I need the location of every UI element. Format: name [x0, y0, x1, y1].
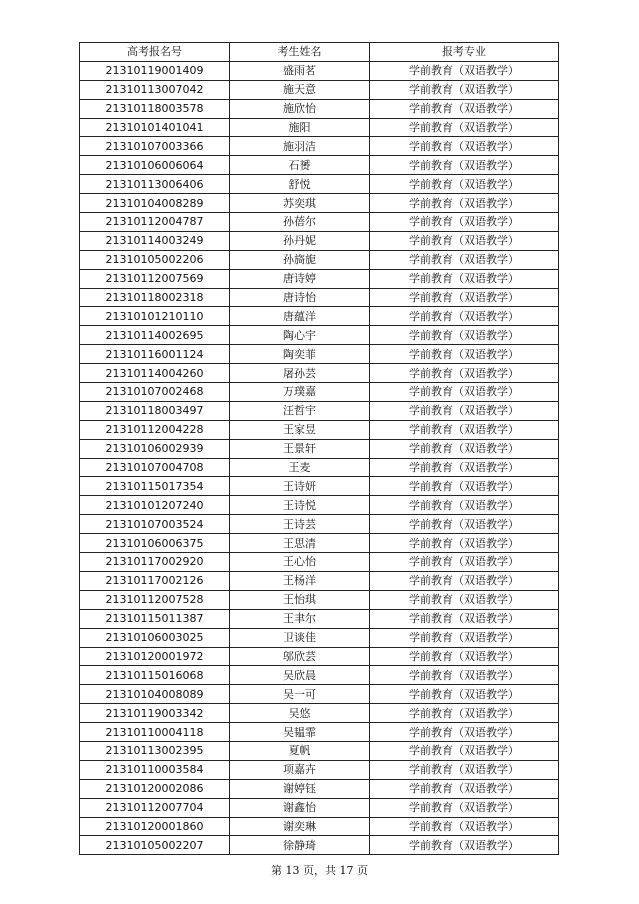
table-row — [80, 515, 559, 534]
registration-number-cell: 21310112004228 — [80, 420, 230, 439]
student-name-cell: 谢奕琳 — [230, 817, 370, 836]
registration-number-cell: 21310105002206 — [80, 250, 230, 269]
table-row — [80, 798, 559, 817]
registration-number-cell: 21310116001124 — [80, 345, 230, 364]
student-name-cell: 唐诗怡 — [230, 288, 370, 307]
student-name-cell: 王诗悦 — [230, 496, 370, 515]
table-row — [80, 609, 559, 628]
table-row — [80, 685, 559, 704]
table-row — [80, 779, 559, 798]
table-header-row — [80, 43, 559, 62]
student-name-cell: 王杨洋 — [230, 571, 370, 590]
registration-number-cell: 21310112004787 — [80, 213, 230, 232]
page-number: 第 13 页，共 17 页 — [271, 864, 368, 877]
registration-number-cell: 21310117002920 — [80, 553, 230, 572]
table-row — [80, 307, 559, 326]
table-row — [80, 61, 559, 80]
major-cell: 学前教育（双语教学） — [370, 156, 559, 175]
table-row — [80, 553, 559, 572]
table-row — [80, 383, 559, 402]
registration-number-cell: 21310118003578 — [80, 99, 230, 118]
student-name-cell: 万璞嘉 — [230, 383, 370, 402]
table-row — [80, 364, 559, 383]
table-row — [80, 496, 559, 515]
student-name-cell: 项嘉卉 — [230, 760, 370, 779]
student-name-cell: 盛雨茗 — [230, 61, 370, 80]
student-name-cell: 卫谈佳 — [230, 628, 370, 647]
major-cell: 学前教育（双语教学） — [370, 817, 559, 836]
table-row — [80, 458, 559, 477]
major-cell: 学前教育（双语教学） — [370, 401, 559, 420]
student-name-cell: 屠孙芸 — [230, 364, 370, 383]
student-name-cell: 唐蕴洋 — [230, 307, 370, 326]
student-name-cell: 吴一可 — [230, 685, 370, 704]
table-row — [80, 137, 559, 156]
table-row — [80, 80, 559, 99]
table-row — [80, 156, 559, 175]
major-cell: 学前教育（双语教学） — [370, 288, 559, 307]
student-name-cell: 施阳 — [230, 118, 370, 137]
column-header-registration-number: 高考报名号 — [80, 43, 230, 62]
table-row — [80, 723, 559, 742]
registration-number-cell: 21310119001409 — [80, 61, 230, 80]
registration-number-cell: 21310106002939 — [80, 439, 230, 458]
student-name-cell: 施天意 — [230, 80, 370, 99]
student-name-cell: 吴韫霏 — [230, 723, 370, 742]
table-row — [80, 118, 559, 137]
registration-number-cell: 21310120001972 — [80, 647, 230, 666]
table-body — [80, 61, 559, 854]
major-cell: 学前教育（双语教学） — [370, 571, 559, 590]
major-cell: 学前教育（双语教学） — [370, 307, 559, 326]
student-name-cell: 吴悠 — [230, 704, 370, 723]
major-cell: 学前教育（双语教学） — [370, 250, 559, 269]
student-name-cell: 徐静琦 — [230, 836, 370, 855]
student-name-cell: 王怡琪 — [230, 590, 370, 609]
major-cell: 学前教育（双语教学） — [370, 779, 559, 798]
table-row — [80, 439, 559, 458]
admission-table — [79, 42, 559, 855]
table-row — [80, 666, 559, 685]
major-cell: 学前教育（双语教学） — [370, 723, 559, 742]
registration-number-cell: 21310106006375 — [80, 534, 230, 553]
table-row — [80, 628, 559, 647]
column-header-student-name: 考生姓名 — [230, 43, 370, 62]
major-cell: 学前教育（双语教学） — [370, 836, 559, 855]
major-cell: 学前教育（双语教学） — [370, 741, 559, 760]
major-cell: 学前教育（双语教学） — [370, 590, 559, 609]
major-cell: 学前教育（双语教学） — [370, 137, 559, 156]
registration-number-cell: 21310107004708 — [80, 458, 230, 477]
registration-number-cell: 21310107002468 — [80, 383, 230, 402]
major-cell: 学前教育（双语教学） — [370, 118, 559, 137]
table-row — [80, 326, 559, 345]
student-name-cell: 王麦 — [230, 458, 370, 477]
registration-number-cell: 21310105002207 — [80, 836, 230, 855]
registration-number-cell: 21310115016068 — [80, 666, 230, 685]
major-cell: 学前教育（双语教学） — [370, 458, 559, 477]
major-cell: 学前教育（双语教学） — [370, 496, 559, 515]
table-row — [80, 836, 559, 855]
registration-number-cell: 21310119003342 — [80, 704, 230, 723]
student-name-cell: 吴欣晨 — [230, 666, 370, 685]
table-row — [80, 477, 559, 496]
student-name-cell: 王诗妍 — [230, 477, 370, 496]
major-cell: 学前教育（双语教学） — [370, 175, 559, 194]
table-row — [80, 534, 559, 553]
registration-number-cell: 21310106003025 — [80, 628, 230, 647]
major-cell: 学前教育（双语教学） — [370, 534, 559, 553]
table-row — [80, 401, 559, 420]
registration-number-cell: 21310104008289 — [80, 194, 230, 213]
student-name-cell: 石赟 — [230, 156, 370, 175]
major-cell: 学前教育（双语教学） — [370, 194, 559, 213]
student-name-cell: 汪哲宇 — [230, 401, 370, 420]
major-cell: 学前教育（双语教学） — [370, 477, 559, 496]
registration-number-cell: 21310117002126 — [80, 571, 230, 590]
student-name-cell: 谢鑫怡 — [230, 798, 370, 817]
student-name-cell: 苏奕琪 — [230, 194, 370, 213]
table-row — [80, 345, 559, 364]
major-cell: 学前教育（双语教学） — [370, 515, 559, 534]
major-cell: 学前教育（双语教学） — [370, 99, 559, 118]
student-name-cell: 王心怡 — [230, 553, 370, 572]
registration-number-cell: 21310101207240 — [80, 496, 230, 515]
table-row — [80, 288, 559, 307]
table-row — [80, 213, 559, 232]
column-header-major: 报考专业 — [370, 43, 559, 62]
table-row — [80, 647, 559, 666]
student-name-cell: 夏帆 — [230, 741, 370, 760]
registration-number-cell: 21310114003249 — [80, 231, 230, 250]
table-row — [80, 741, 559, 760]
table-row — [80, 704, 559, 723]
major-cell: 学前教育（双语教学） — [370, 269, 559, 288]
registration-number-cell: 21310110004118 — [80, 723, 230, 742]
major-cell: 学前教育（双语教学） — [370, 80, 559, 99]
major-cell: 学前教育（双语教学） — [370, 628, 559, 647]
registration-number-cell: 21310107003524 — [80, 515, 230, 534]
table-row — [80, 175, 559, 194]
major-cell: 学前教育（双语教学） — [370, 685, 559, 704]
major-cell: 学前教育（双语教学） — [370, 420, 559, 439]
registration-number-cell: 21310110003584 — [80, 760, 230, 779]
registration-number-cell: 21310101401041 — [80, 118, 230, 137]
student-name-cell: 王思清 — [230, 534, 370, 553]
student-name-cell: 孙蓓尔 — [230, 213, 370, 232]
major-cell: 学前教育（双语教学） — [370, 345, 559, 364]
registration-number-cell: 21310104008089 — [80, 685, 230, 704]
registration-number-cell: 21310120001860 — [80, 817, 230, 836]
registration-number-cell: 21310112007528 — [80, 590, 230, 609]
major-cell: 学前教育（双语教学） — [370, 666, 559, 685]
student-name-cell: 王诗芸 — [230, 515, 370, 534]
major-cell: 学前教育（双语教学） — [370, 798, 559, 817]
student-name-cell: 陶奕菲 — [230, 345, 370, 364]
registration-number-cell: 21310106006064 — [80, 156, 230, 175]
table-row — [80, 250, 559, 269]
table-row — [80, 760, 559, 779]
registration-number-cell: 21310101210110 — [80, 307, 230, 326]
student-name-cell: 邬欣芸 — [230, 647, 370, 666]
major-cell: 学前教育（双语教学） — [370, 704, 559, 723]
registration-number-cell: 21310115017354 — [80, 477, 230, 496]
table-row — [80, 420, 559, 439]
student-name-cell: 陶心宇 — [230, 326, 370, 345]
table-row — [80, 590, 559, 609]
student-name-cell: 唐诗婷 — [230, 269, 370, 288]
registration-number-cell: 21310113002395 — [80, 741, 230, 760]
registration-number-cell: 21310118003497 — [80, 401, 230, 420]
table-row — [80, 99, 559, 118]
student-name-cell: 施羽洁 — [230, 137, 370, 156]
major-cell: 学前教育（双语教学） — [370, 383, 559, 402]
major-cell: 学前教育（双语教学） — [370, 439, 559, 458]
registration-number-cell: 21310120002086 — [80, 779, 230, 798]
registration-number-cell: 21310112007704 — [80, 798, 230, 817]
student-name-cell: 孙丹妮 — [230, 231, 370, 250]
major-cell: 学前教育（双语教学） — [370, 760, 559, 779]
major-cell: 学前教育（双语教学） — [370, 553, 559, 572]
registration-number-cell: 21310114004260 — [80, 364, 230, 383]
student-name-cell: 王聿尔 — [230, 609, 370, 628]
major-cell: 学前教育（双语教学） — [370, 326, 559, 345]
student-name-cell: 王景轩 — [230, 439, 370, 458]
registration-number-cell: 21310115011387 — [80, 609, 230, 628]
student-name-cell: 王家昱 — [230, 420, 370, 439]
table-row — [80, 269, 559, 288]
student-name-cell: 谢婷钰 — [230, 779, 370, 798]
registration-number-cell: 21310112007569 — [80, 269, 230, 288]
table-row — [80, 231, 559, 250]
student-name-cell: 舒悦 — [230, 175, 370, 194]
registration-number-cell: 21310118002318 — [80, 288, 230, 307]
student-name-cell: 孙旖旎 — [230, 250, 370, 269]
table-row — [80, 194, 559, 213]
registration-number-cell: 21310113006406 — [80, 175, 230, 194]
table-row — [80, 817, 559, 836]
major-cell: 学前教育（双语教学） — [370, 609, 559, 628]
student-name-cell: 施欣怡 — [230, 99, 370, 118]
registration-number-cell: 21310113007042 — [80, 80, 230, 99]
major-cell: 学前教育（双语教学） — [370, 61, 559, 80]
major-cell: 学前教育（双语教学） — [370, 647, 559, 666]
registration-number-cell: 21310107003366 — [80, 137, 230, 156]
table-row — [80, 571, 559, 590]
registration-number-cell: 21310114002695 — [80, 326, 230, 345]
major-cell: 学前教育（双语教学） — [370, 364, 559, 383]
major-cell: 学前教育（双语教学） — [370, 213, 559, 232]
major-cell: 学前教育（双语教学） — [370, 231, 559, 250]
